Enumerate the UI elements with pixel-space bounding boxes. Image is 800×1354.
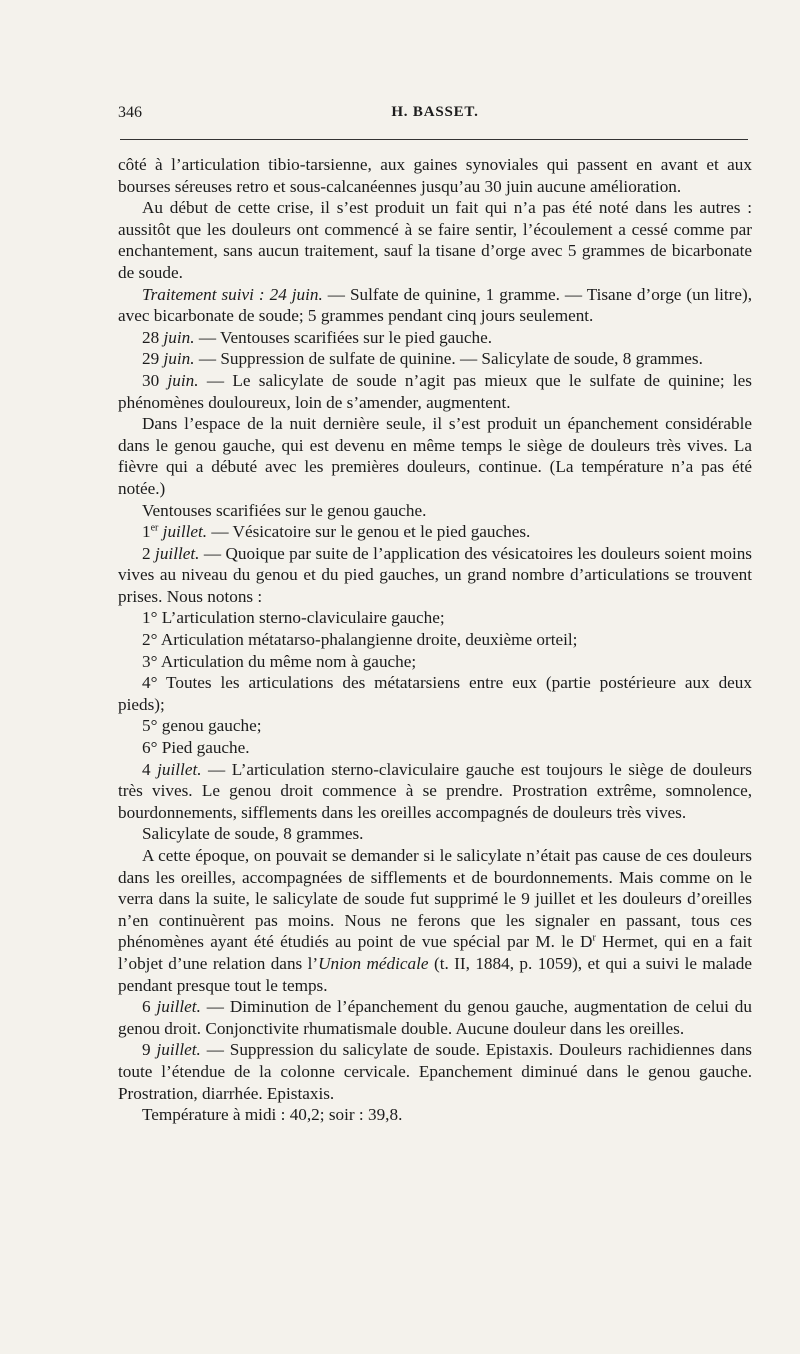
text-run: A cette époque, on pouvait se demander si le salicylate n’était pas cause de ces douleurs dans les oreilles, accompagnées de sifflements et de bourdonnements. Mais comme on le verra dans la suite, le salicylate de soude fut supprimé le 9 juillet et les douleurs d’oreilles n’en continuèrent pas moins. Nous ne ferons que les signaler en passant, tous ces phénomènes ayant été étudiés au point de vue spécial par M. le D [118, 846, 752, 952]
text-run: juin. [167, 370, 199, 390]
text-run: juin. [163, 349, 195, 369]
paragraph [118, 197, 752, 283]
page-body [118, 154, 752, 1126]
paragraph [118, 1039, 752, 1104]
text-run: 5° genou gauche; [142, 716, 262, 736]
paragraph [118, 413, 752, 499]
text-run: — Diminution de l’épanchement du genou gauche, augmentation de celui du genou droit. Conjonctivite rhumatismale double. Aucune douleur dans les oreilles. [118, 997, 752, 1038]
text-run: — L’articulation sterno-claviculaire gauche est toujours le siège de douleurs très vives. Le genou droit commence à se prendre. Prostration extrême, somnolence, bourdonnements, sifflements dans les oreilles accompagnés de douleurs très vives. [118, 759, 752, 822]
text-run: Au début de cette crise, il s’est produit un fait qui n’a pas été noté dans les autres : aussitôt que les douleurs ont commencé à se faire sentir, l’écoulement a cessé comme par enchantement, sans aucun traitement, sauf la tisane d’orge avec 5 grammes de bicarbonate de soude. [118, 198, 752, 282]
text-run: juillet. [157, 759, 202, 779]
paragraph [118, 327, 752, 349]
running-head: H. BASSET. [391, 104, 479, 120]
text-run: — Ventouses scarifiées sur le pied gauche. [194, 327, 493, 347]
text-run: Salicylate de soude, 8 grammes. [142, 824, 364, 844]
text-run: 4 [142, 759, 158, 779]
paragraph [118, 715, 752, 737]
text-run: 2° Articulation métatarso-phalangienne droite, deuxième orteil; [142, 630, 578, 650]
paragraph [118, 823, 752, 845]
text-run: Dans l’espace de la nuit dernière seule, il s’est produit un épanchement considérable dans le genou gauche, qui est devenu en même temps le siège de douleurs très vives. La fièvre qui a débuté avec les premières douleurs, continue. (La température n’a pas été notée.) [118, 414, 752, 498]
paragraph [118, 154, 752, 197]
text-run: juin. [163, 327, 195, 347]
paragraph [118, 996, 752, 1039]
paragraph [118, 284, 752, 327]
paragraph [118, 1104, 752, 1126]
text-run: — Vésicatoire sur le genou et le pied gauches. [207, 522, 531, 542]
text-run: Traitement suivi : 24 juin. [142, 284, 323, 304]
text-run: 6° Pied gauche. [142, 738, 250, 758]
text-run: 30 [142, 370, 168, 390]
text-run: juillet. [162, 522, 208, 542]
text-run: Union médicale [318, 953, 429, 973]
text-run: côté à l’articulation tibio-tarsienne, aux gaines synoviales qui passent en avant et aux bourses séreuses retro et sous-calcanéennes jusqu’au 30 juin aucune amélioration. [118, 155, 752, 196]
paragraph [118, 500, 752, 522]
text-run: — Suppression du salicylate de soude. Epistaxis. Douleurs rachidiennes dans toute l’étendue de la colonne cervicale. Epanchement diminué dans le genou gauche. Prostration, diarrhée. Epistaxis. [118, 1040, 753, 1103]
text-run: Hermet, qui en a fait l’objet d’une relation dans l’ [118, 932, 752, 973]
page-header [118, 104, 752, 126]
header-rule [120, 139, 748, 140]
text-run: — Quoique par suite de l’application des vésicatoires les douleurs soient moins vives au niveau du genou et du pied gauches, un grand nombre d’articulations se trouvent prises. Nous notons : [118, 543, 753, 606]
text-run: — Suppression de sulfate de quinine. — Salicylate de soude, 8 grammes. [194, 349, 703, 369]
text-run: Ventouses scarifiées sur le genou gauche. [142, 500, 427, 520]
paragraph [118, 521, 752, 543]
text-run: juillet. [156, 997, 201, 1017]
text-run: 6 [142, 997, 157, 1017]
text-run: — Sulfate de quinine, 1 gramme. — Tisane d’orge (un litre), avec bicarbonate de soude; 5 grammes pendant cinq jours seulement. [118, 284, 753, 326]
text-run: 29 [142, 349, 164, 369]
text-run: 1° L’articulation sterno-claviculaire gauche; [142, 608, 445, 628]
text-run: 9 [142, 1040, 157, 1060]
paragraph [118, 672, 752, 715]
text-run: (t. II, 1884, p. 1059), et qui a suivi le malade pendant presque tout le temps. [118, 953, 753, 995]
paragraph [118, 348, 752, 370]
paragraph [118, 607, 752, 629]
paragraph [118, 543, 752, 608]
paragraph [118, 370, 752, 413]
text-run: 3° Articulation du même nom à gauche; [142, 651, 417, 671]
text-run: — Le salicylate de soude n’agit pas mieux que le sulfate de quinine; les phénomènes douloureux, loin de s’amender, augmentent. [118, 370, 752, 412]
paragraph [118, 759, 752, 824]
paragraph [118, 651, 752, 673]
text-run: 28 [142, 327, 164, 347]
text-run: 2 [142, 543, 156, 563]
text-run: er [150, 522, 159, 534]
page-number: 346 [118, 104, 142, 121]
text-run: juillet. [156, 1040, 201, 1060]
text-run: 1 [142, 522, 151, 542]
paragraph [118, 737, 752, 759]
text-run: r [592, 932, 596, 944]
text-run: Température à midi : 40,2; soir : 39,8. [142, 1105, 403, 1125]
text-run: 4° Toutes les articulations des métatarsiens entre eux (partie postérieure aux deux pieds); [118, 673, 752, 714]
paragraph [118, 629, 752, 651]
text-run: juillet. [155, 543, 200, 563]
paragraph [118, 845, 752, 996]
